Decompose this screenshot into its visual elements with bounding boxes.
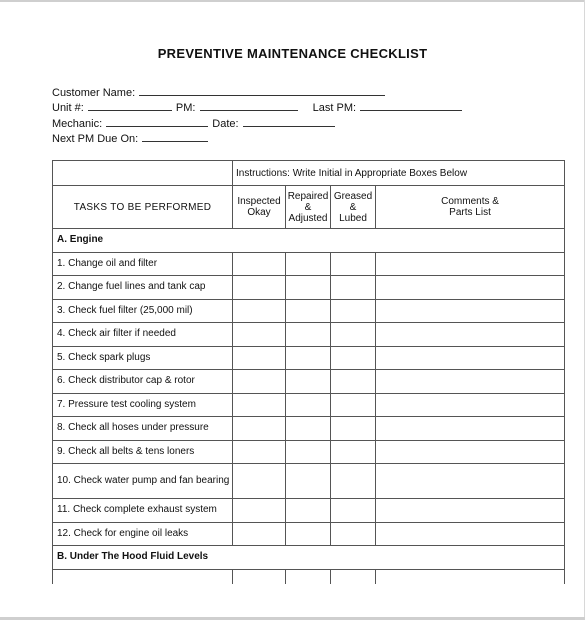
table-row bbox=[53, 569, 565, 584]
mechanic-field[interactable] bbox=[106, 116, 208, 127]
tasks-header: TASKS TO BE PERFORMED bbox=[53, 186, 233, 229]
comments-cell[interactable] bbox=[376, 370, 565, 394]
last-pm-label: Last PM: bbox=[312, 102, 357, 114]
repaired-cell[interactable] bbox=[286, 417, 331, 441]
task-label: 11. Check complete exhaust system bbox=[53, 499, 233, 523]
repaired-cell[interactable] bbox=[286, 393, 331, 417]
greased-cell[interactable] bbox=[331, 346, 376, 370]
greased-cell[interactable] bbox=[331, 499, 376, 523]
comments-cell[interactable] bbox=[376, 499, 565, 523]
instructions-text: Instructions: Write Initial in Appropriate Boxes Below bbox=[233, 161, 565, 186]
table-row bbox=[53, 417, 565, 441]
comments-cell[interactable] bbox=[376, 276, 565, 300]
comments-cell[interactable] bbox=[376, 464, 565, 499]
repaired-cell[interactable] bbox=[286, 346, 331, 370]
greased-cell[interactable] bbox=[331, 299, 376, 323]
table-row bbox=[53, 346, 565, 370]
inspected-cell[interactable] bbox=[233, 522, 286, 546]
table-row bbox=[53, 252, 565, 276]
repaired-cell[interactable] bbox=[286, 299, 331, 323]
instructions-row bbox=[53, 161, 565, 186]
next-pm-label: Next PM Due On: bbox=[52, 133, 139, 145]
mechanic-label: Mechanic: bbox=[52, 118, 103, 130]
next-pm-row bbox=[52, 131, 209, 145]
repaired-cell[interactable] bbox=[286, 323, 331, 347]
section-b-row bbox=[53, 546, 565, 570]
comments-cell[interactable] bbox=[376, 346, 565, 370]
pm-label: PM: bbox=[175, 102, 196, 114]
comments-cell[interactable] bbox=[376, 440, 565, 464]
section-b-heading: B. Under The Hood Fluid Levels bbox=[53, 546, 565, 570]
task-label: 10. Check water pump and fan bearing bbox=[53, 464, 233, 499]
comments-cell[interactable] bbox=[376, 522, 565, 546]
greased-cell[interactable] bbox=[331, 440, 376, 464]
inspected-header: Inspected Okay bbox=[233, 186, 286, 229]
checklist-table bbox=[52, 160, 565, 584]
table-row bbox=[53, 440, 565, 464]
greased-cell[interactable] bbox=[331, 393, 376, 417]
pm-field[interactable] bbox=[200, 100, 298, 111]
task-label: 5. Check spark plugs bbox=[53, 346, 233, 370]
greased-cell[interactable] bbox=[331, 252, 376, 276]
date-label: Date: bbox=[212, 118, 239, 130]
date-field[interactable] bbox=[243, 116, 335, 127]
table-row bbox=[53, 393, 565, 417]
repaired-cell[interactable] bbox=[286, 252, 331, 276]
unit-row bbox=[52, 100, 463, 114]
unit-field[interactable] bbox=[88, 100, 172, 111]
task-label: 2. Change fuel lines and tank cap bbox=[53, 276, 233, 300]
inspected-cell[interactable] bbox=[233, 440, 286, 464]
page-title: PREVENTIVE MAINTENANCE CHECKLIST bbox=[157, 46, 428, 61]
greased-header: Greased & Lubed bbox=[331, 186, 376, 229]
task-label: 6. Check distributor cap & rotor bbox=[53, 370, 233, 394]
section-a-row bbox=[53, 229, 565, 253]
repaired-header: Repaired & Adjusted bbox=[286, 186, 331, 229]
table-row bbox=[53, 370, 565, 394]
header-row bbox=[53, 186, 565, 229]
inspected-cell[interactable] bbox=[233, 276, 286, 300]
inspected-cell[interactable] bbox=[233, 393, 286, 417]
greased-cell[interactable] bbox=[331, 464, 376, 499]
inspected-cell[interactable] bbox=[233, 499, 286, 523]
last-pm-field[interactable] bbox=[360, 100, 462, 111]
inspected-cell[interactable] bbox=[233, 299, 286, 323]
table-row bbox=[53, 323, 565, 347]
greased-cell[interactable] bbox=[331, 323, 376, 347]
task-label: 12. Check for engine oil leaks bbox=[53, 522, 233, 546]
task-label: 7. Pressure test cooling system bbox=[53, 393, 233, 417]
inspected-cell[interactable] bbox=[233, 323, 286, 347]
repaired-cell[interactable] bbox=[286, 370, 331, 394]
inspected-cell[interactable] bbox=[233, 464, 286, 499]
repaired-cell[interactable] bbox=[286, 276, 331, 300]
table-row bbox=[53, 299, 565, 323]
table-row bbox=[53, 499, 565, 523]
repaired-cell[interactable] bbox=[286, 440, 331, 464]
inspected-cell[interactable] bbox=[233, 252, 286, 276]
task-label: 3. Check fuel filter (25,000 mil) bbox=[53, 299, 233, 323]
inspected-cell[interactable] bbox=[233, 417, 286, 441]
comments-cell[interactable] bbox=[376, 393, 565, 417]
repaired-cell[interactable] bbox=[286, 464, 331, 499]
inspected-cell[interactable] bbox=[233, 370, 286, 394]
comments-header: Comments & Parts List bbox=[376, 186, 565, 229]
unit-label: Unit #: bbox=[52, 102, 84, 114]
table-row bbox=[53, 522, 565, 546]
customer-name-field[interactable] bbox=[139, 85, 385, 96]
task-label: 9. Check all belts & tens loners bbox=[53, 440, 233, 464]
repaired-cell[interactable] bbox=[286, 522, 331, 546]
greased-cell[interactable] bbox=[331, 522, 376, 546]
comments-cell[interactable] bbox=[376, 417, 565, 441]
next-pm-field[interactable] bbox=[142, 131, 208, 142]
mechanic-row bbox=[52, 116, 336, 130]
page-edge-top bbox=[0, 0, 585, 2]
task-label: 4. Check air filter if needed bbox=[53, 323, 233, 347]
table-row bbox=[53, 276, 565, 300]
task-label: 1. Change oil and filter bbox=[53, 252, 233, 276]
comments-cell[interactable] bbox=[376, 323, 565, 347]
task-label: 8. Check all hoses under pressure bbox=[53, 417, 233, 441]
inspected-cell[interactable] bbox=[233, 346, 286, 370]
greased-cell[interactable] bbox=[331, 276, 376, 300]
repaired-cell[interactable] bbox=[286, 499, 331, 523]
table-row bbox=[53, 464, 565, 499]
comments-cell[interactable] bbox=[376, 252, 565, 276]
customer-name-row bbox=[52, 85, 386, 99]
customer-name-label: Customer Name: bbox=[52, 87, 136, 99]
section-a-heading: A. Engine bbox=[53, 229, 565, 253]
greased-cell[interactable] bbox=[331, 417, 376, 441]
comments-cell[interactable] bbox=[376, 299, 565, 323]
greased-cell[interactable] bbox=[331, 370, 376, 394]
